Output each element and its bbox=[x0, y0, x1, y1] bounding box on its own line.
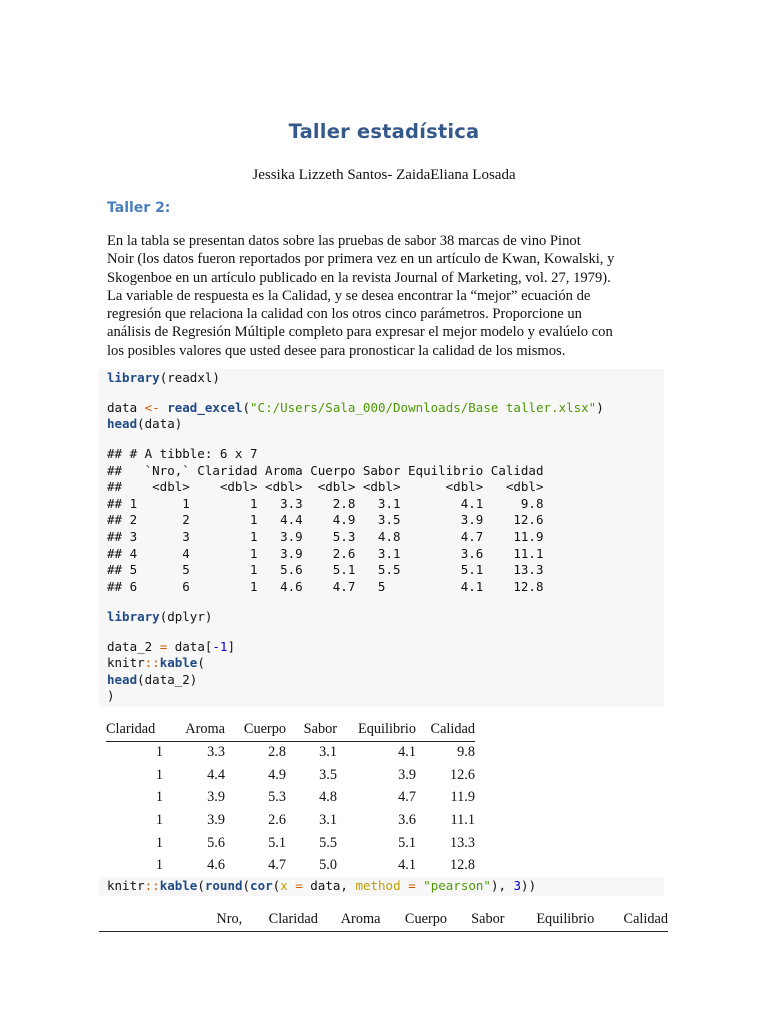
table-row bbox=[106, 854, 475, 877]
console-output bbox=[107, 446, 544, 595]
code-variable: data_2 bbox=[107, 639, 153, 654]
code-string: "C:/Users/Sala_000/Downloads/Base taller.xlsx" bbox=[250, 400, 597, 415]
table-cell: 3.9 bbox=[207, 789, 225, 806]
code-line-cor: knitr::kable(round(cor(x = data, method = "pearson"), 3)) bbox=[107, 878, 537, 893]
table-row bbox=[106, 832, 475, 855]
table-row bbox=[106, 741, 475, 764]
paragraph-line: análisis de Regresión Múltiple completo para expresar el mejor modelo y evalúelo con bbox=[107, 324, 613, 341]
code-function: library bbox=[107, 370, 160, 385]
code-function: kable bbox=[159, 878, 198, 893]
table-header-cell: Claridad bbox=[268, 911, 318, 928]
code-package: knitr bbox=[107, 655, 145, 670]
code-operator: :: bbox=[144, 655, 160, 670]
section-heading: Taller 2: bbox=[107, 200, 171, 216]
table-cell: 2.6 bbox=[268, 811, 286, 828]
table-cell: 4.9 bbox=[268, 766, 286, 783]
table-cell: 13.3 bbox=[449, 834, 475, 851]
code-function: kable bbox=[159, 655, 198, 670]
code-function: read_excel bbox=[167, 400, 243, 415]
table-header-cell: Claridad bbox=[106, 721, 156, 738]
table-cell: 1 bbox=[155, 789, 163, 806]
code-function: round bbox=[204, 878, 243, 893]
table-cell: 5.1 bbox=[398, 834, 416, 851]
table-cell: 4.7 bbox=[398, 789, 416, 806]
table-header-cell: Equilibrio bbox=[358, 721, 416, 738]
table-cell: 4.7 bbox=[268, 857, 286, 874]
table-header-cell: Sabor bbox=[471, 911, 505, 928]
table-cell: 5.3 bbox=[268, 789, 286, 806]
code-operator: = bbox=[295, 878, 303, 893]
table-header-cell: Calidad bbox=[623, 911, 668, 928]
table-cell: 4.8 bbox=[319, 789, 337, 806]
table-cell: 1 bbox=[155, 811, 163, 828]
code-number: 3 bbox=[513, 878, 522, 893]
data-table bbox=[106, 719, 475, 877]
code-argument-name: method bbox=[355, 878, 401, 893]
output-line: ## <dbl> <dbl> <dbl> <dbl> <dbl> <dbl> <dbl> bbox=[107, 479, 544, 495]
code-operator: <- bbox=[144, 400, 160, 415]
table-cell: 5.0 bbox=[319, 857, 337, 874]
code-string: "pearson" bbox=[423, 878, 491, 893]
output-line: ## 4 4 1 3.9 2.6 3.1 3.6 11.1 bbox=[107, 545, 544, 561]
table-header-cell: Aroma bbox=[340, 911, 381, 928]
code-line-close: ) bbox=[107, 688, 115, 703]
table-header-cell: Cuerpo bbox=[404, 911, 448, 928]
output-line: ## `Nro,` Claridad Aroma Cuerpo Sabor Equilibrio Calidad bbox=[107, 462, 544, 478]
table-header-cell: Sabor bbox=[303, 721, 337, 738]
table-cell: 4.4 bbox=[207, 766, 225, 783]
table-cell: 1 bbox=[155, 744, 163, 761]
table-cell: 3.1 bbox=[319, 744, 337, 761]
output-line: ## # A tibble: 6 x 7 bbox=[107, 446, 258, 461]
code-expression: data[ bbox=[174, 639, 213, 654]
table-cell: 1 bbox=[155, 857, 163, 874]
code-function: library bbox=[107, 609, 160, 624]
table-cell: 3.9 bbox=[398, 766, 416, 783]
table-cell: 4.6 bbox=[207, 857, 225, 874]
code-line-data2 bbox=[107, 639, 235, 656]
code-operator: :: bbox=[144, 878, 160, 893]
paragraph-line: La variable de respuesta es la Calidad, y se desea encontrar la “mejor” ecuación de bbox=[107, 287, 591, 304]
table-cell: 3.9 bbox=[207, 811, 225, 828]
table-row bbox=[106, 809, 475, 832]
output-line: ## 3 3 1 3.9 5.3 4.8 4.7 11.9 bbox=[107, 528, 544, 544]
code-operator: = bbox=[408, 878, 416, 893]
table-cell: 12.8 bbox=[449, 857, 475, 874]
table-header-cell: Calidad bbox=[430, 721, 475, 738]
table-cell: 11.9 bbox=[450, 789, 475, 806]
table-cell: 3.3 bbox=[207, 744, 225, 761]
code-argument: data_2 bbox=[144, 672, 190, 687]
code-line-head-data: head(data) bbox=[107, 416, 183, 431]
paragraph-line: regresión que relaciona la calidad con los otros cinco parámetros. Proporcione un bbox=[107, 306, 582, 323]
paragraph-line: Noir (los datos fueron reportados por primera vez en un artículo de Kwan, Kowalski, y bbox=[107, 251, 615, 268]
output-line: ## 5 5 1 5.6 5.1 5.5 5.1 13.3 bbox=[107, 562, 544, 578]
code-line-kable bbox=[107, 655, 205, 672]
code-package: knitr bbox=[107, 878, 145, 893]
table-header-cell bbox=[99, 909, 200, 931]
code-bracket: ] bbox=[227, 639, 235, 654]
table-cell: 11.1 bbox=[450, 811, 475, 828]
code-line-library-dplyr: library(dplyr) bbox=[107, 609, 213, 624]
table-cell: 1 bbox=[155, 834, 163, 851]
code-paren: ( bbox=[197, 655, 205, 670]
table-cell: 9.8 bbox=[457, 744, 475, 761]
table-cell: 4.1 bbox=[398, 744, 416, 761]
table-cell: 4.1 bbox=[398, 857, 416, 874]
table-cell: 5.1 bbox=[268, 834, 286, 851]
paragraph-line: En la tabla se presentan datos sobre las pruebas de sabor 38 marcas de vino Pinot bbox=[107, 233, 581, 249]
table-header-cell: Equilibrio bbox=[536, 911, 595, 928]
code-function: head bbox=[107, 672, 138, 687]
paragraph-line: los posibles valores que usted desee para pronosticar la calidad de los mismos. bbox=[107, 342, 566, 359]
table-cell: 1 bbox=[155, 766, 163, 783]
code-argument-name: x bbox=[280, 878, 288, 893]
code-argument: dplyr bbox=[167, 609, 205, 624]
table-cell: 2.8 bbox=[268, 744, 286, 761]
code-line-head-data2: head(data_2) bbox=[107, 672, 198, 687]
code-number: -1 bbox=[212, 639, 228, 654]
table-cell: 5.5 bbox=[319, 834, 337, 851]
table-cell: 3.5 bbox=[319, 766, 337, 783]
code-variable: data bbox=[107, 400, 138, 415]
table-cell: 3.1 bbox=[319, 811, 337, 828]
table-row bbox=[106, 786, 475, 809]
table-header-cell: Nro, bbox=[216, 911, 243, 928]
code-function: cor bbox=[250, 878, 273, 893]
code-argument: data bbox=[144, 416, 175, 431]
code-argument: data, bbox=[310, 878, 348, 893]
code-argument: readxl bbox=[167, 370, 213, 385]
table-header-cell: Cuerpo bbox=[243, 721, 286, 738]
code-paren: )) bbox=[521, 878, 537, 893]
table-cell: 12.6 bbox=[449, 766, 475, 783]
document-title: Taller estadística bbox=[288, 120, 480, 143]
output-line: ## 6 6 1 4.6 4.7 5 4.1 12.8 bbox=[107, 578, 544, 594]
code-line-read-excel: data <- read_excel("C:/Users/Sala_000/Downloads/Base taller.xlsx") bbox=[107, 400, 604, 415]
output-line: ## 1 1 1 3.3 2.8 3.1 4.1 9.8 bbox=[107, 495, 544, 511]
table-cell: 3.6 bbox=[398, 811, 416, 828]
table-cell: 5.6 bbox=[207, 834, 225, 851]
table-header-cell: Aroma bbox=[185, 721, 225, 738]
correlation-table-header bbox=[99, 909, 668, 932]
table-row bbox=[106, 764, 475, 787]
code-function: head bbox=[107, 416, 138, 431]
problem-statement bbox=[107, 232, 667, 360]
paragraph-line: Skogenboe en un artículo publicado en la revista Journal of Marketing, vol. 27, 1979). bbox=[107, 269, 611, 286]
author-line: Jessika Lizzeth Santos- ZaidaEliana Losada bbox=[252, 167, 516, 183]
code-line-library-readxl: library(readxl) bbox=[107, 370, 220, 385]
output-line: ## 2 2 1 4.4 4.9 3.5 3.9 12.6 bbox=[107, 512, 544, 528]
code-operator: = bbox=[159, 639, 168, 654]
